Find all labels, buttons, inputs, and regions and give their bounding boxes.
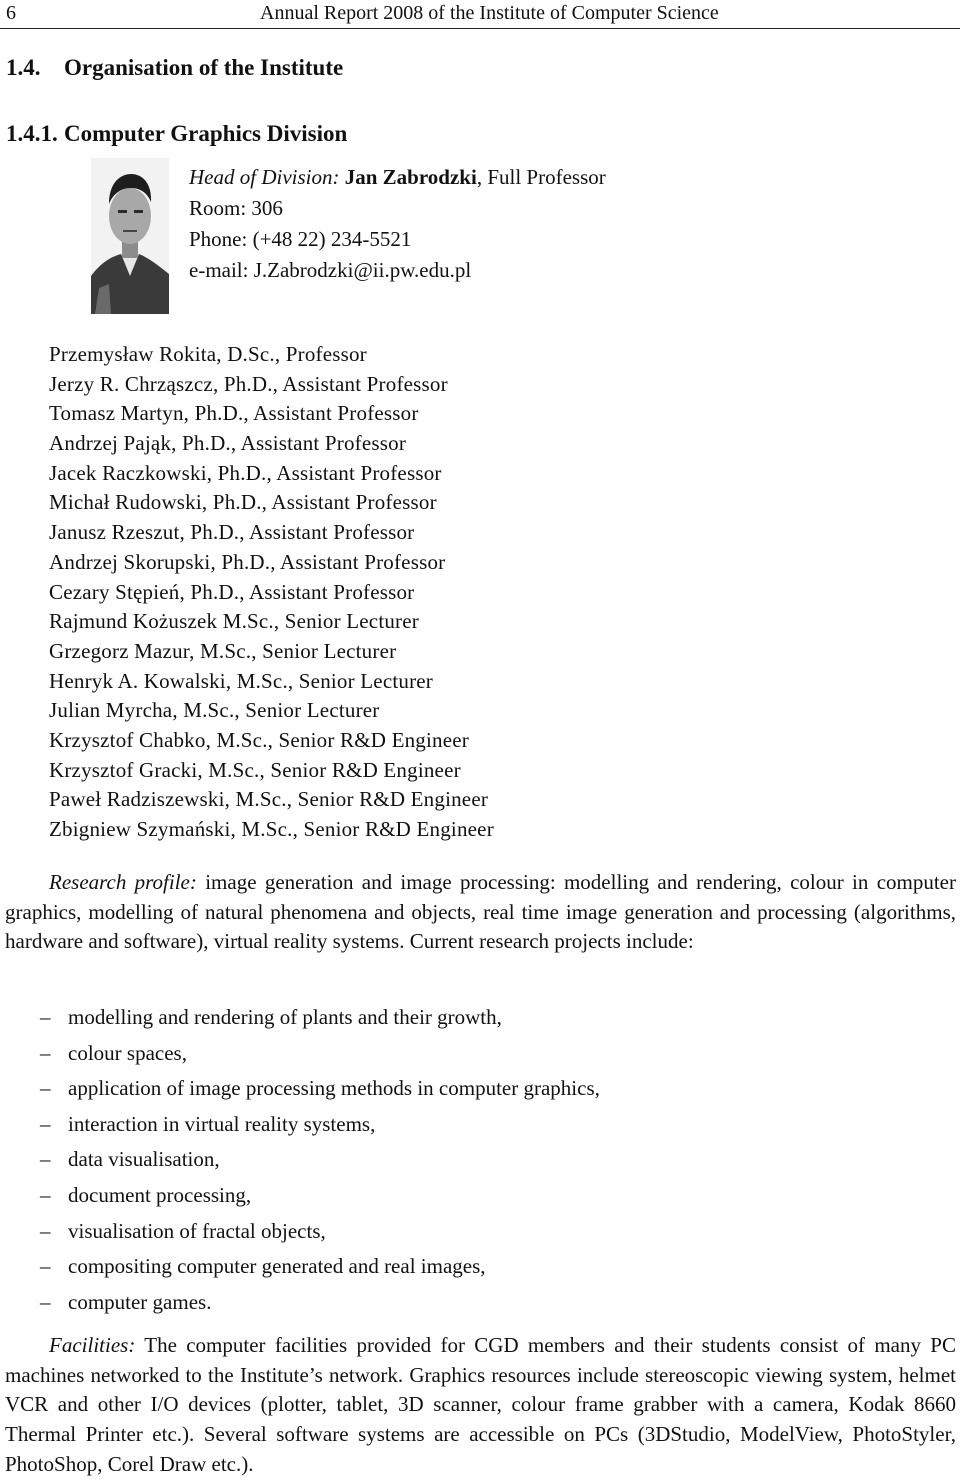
- head-name: Jan Zabrodzki: [344, 165, 477, 189]
- project-text: document processing,: [68, 1182, 252, 1207]
- dash-bullet: –: [40, 1005, 51, 1029]
- section-heading: [6, 54, 343, 82]
- head-name-line: [189, 162, 606, 193]
- section-number: 1.4.: [6, 55, 41, 80]
- list-item: [40, 1285, 600, 1321]
- list-item: [40, 1036, 600, 1072]
- staff-member: Cezary Stępień, Ph.D., Assistant Professor: [49, 579, 415, 604]
- facilities-text: The computer facilities provided for CGD members and their students consist of many PC machines networked to the Institute’s network. Graphics resources include stereoscopic viewing system, helmet VCR and other I/O devices (plotter, tablet, 3D scanner, colour frame grabber with a camera, Kodak 8660 Thermal Printer etc.). Several software systems are accessible on PCs (3DStudio, ModelView, PhotoStyler, PhotoShop, Corel Draw etc.).: [5, 1333, 956, 1476]
- research-profile-paragraph: [5, 868, 956, 957]
- page-number: 6: [6, 2, 16, 24]
- project-text: visualisation of fractal objects,: [68, 1218, 326, 1243]
- staff-member: Paweł Radziszewski, M.Sc., Senior R&D Engineer: [49, 787, 489, 812]
- research-profile-text: image generation and image processing: modelling and rendering, colour in computer graphics, modelling of natural phenomena and objects, real time image generation and processing (algorithms, hardware and software), virtual reality systems. Current research projects include:: [5, 870, 956, 954]
- head-role-label: Head of Division:: [189, 165, 340, 189]
- running-title: Annual Report 2008 of the Institute of Computer Science: [260, 2, 719, 24]
- running-head: [0, 0, 960, 26]
- header-rule: [0, 28, 960, 29]
- staff-member: Henryk A. Kowalski, M.Sc., Senior Lecturer: [49, 668, 433, 693]
- dash-bullet: –: [40, 1076, 51, 1101]
- list-item: [40, 1071, 600, 1107]
- project-text: colour spaces,: [68, 1040, 187, 1065]
- dash-bullet: –: [40, 1254, 51, 1279]
- project-text: data visualisation,: [68, 1147, 220, 1172]
- project-text: modelling and rendering of plants and their growth,: [68, 1005, 502, 1029]
- staff-member: Rajmund Kożuszek M.Sc., Senior Lecturer: [49, 609, 419, 634]
- list-item: [40, 1214, 600, 1250]
- head-phone: Phone: (+48 22) 234-5521: [189, 227, 412, 251]
- dash-bullet: –: [40, 1218, 51, 1243]
- staff-member: Zbigniew Szymański, M.Sc., Senior R&D Engineer: [49, 817, 494, 841]
- list-item: [40, 1178, 600, 1214]
- staff-member: Andrzej Skorupski, Ph.D., Assistant Professor: [49, 549, 446, 574]
- head-title: , Full Professor: [476, 165, 606, 189]
- section-title: Organisation of the Institute: [64, 55, 344, 80]
- dash-bullet: –: [40, 1289, 51, 1314]
- head-email: e-mail: J.Zabrodzki@ii.pw.edu.pl: [189, 258, 472, 282]
- list-item: [40, 1000, 600, 1036]
- project-text: interaction in virtual reality systems,: [68, 1111, 376, 1136]
- staff-member: Jacek Raczkowski, Ph.D., Assistant Professor: [49, 460, 442, 485]
- project-text: compositing computer generated and real images,: [68, 1254, 486, 1279]
- facilities-label: Facilities:: [49, 1333, 136, 1357]
- dash-bullet: –: [40, 1182, 51, 1207]
- subsection-title: Computer Graphics Division: [64, 121, 348, 146]
- list-item: [40, 1142, 600, 1178]
- dash-bullet: –: [40, 1147, 51, 1172]
- staff-member: Janusz Rzeszut, Ph.D., Assistant Professor: [49, 520, 415, 545]
- list-item: [40, 1107, 600, 1143]
- project-text: application of image processing methods in computer graphics,: [68, 1076, 600, 1101]
- staff-member: Tomasz Martyn, Ph.D., Assistant Professor: [49, 401, 419, 426]
- staff-member: Grzegorz Mazur, M.Sc., Senior Lecturer: [49, 638, 397, 663]
- subsection-heading: [6, 120, 347, 148]
- staff-list: [49, 340, 494, 845]
- staff-member: Krzysztof Gracki, M.Sc., Senior R&D Engineer: [49, 757, 461, 782]
- staff-member: Przemysław Rokita, D.Sc., Professor: [49, 342, 367, 366]
- list-item: [40, 1249, 600, 1285]
- dash-bullet: –: [40, 1040, 51, 1065]
- head-of-division-info: [189, 162, 606, 286]
- subsection-number: 1.4.1.: [6, 121, 58, 146]
- head-room: Room: 306: [189, 196, 283, 220]
- staff-member: Andrzej Pająk, Ph.D., Assistant Professor: [49, 431, 407, 456]
- dash-bullet: –: [40, 1111, 51, 1136]
- research-profile-label: Research profile:: [49, 870, 197, 894]
- staff-member: Julian Myrcha, M.Sc., Senior Lecturer: [49, 698, 380, 723]
- project-text: computer games.: [68, 1289, 212, 1314]
- research-projects-list: [40, 1000, 600, 1320]
- staff-member: Jerzy R. Chrząszcz, Ph.D., Assistant Professor: [49, 371, 448, 396]
- facilities-paragraph: [5, 1331, 956, 1480]
- staff-member: Michał Rudowski, Ph.D., Assistant Professor: [49, 490, 437, 515]
- head-portrait-photo: [91, 158, 169, 314]
- staff-member: Krzysztof Chabko, M.Sc., Senior R&D Engineer: [49, 727, 469, 752]
